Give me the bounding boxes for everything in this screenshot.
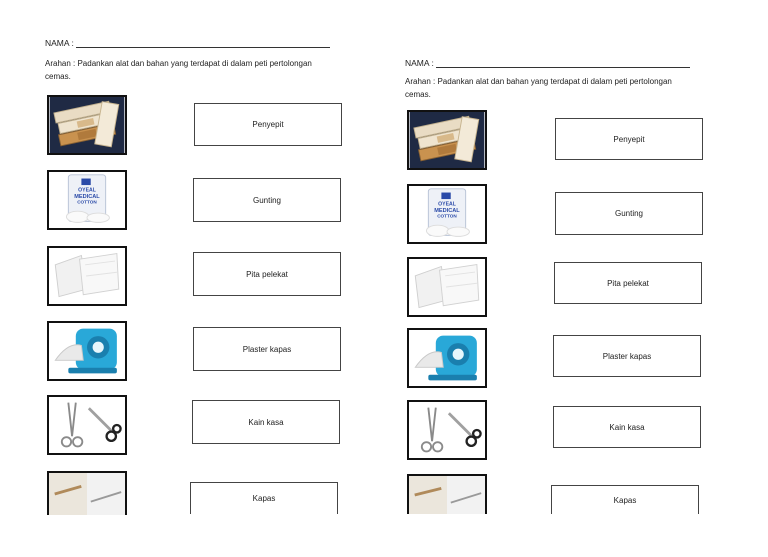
instruction-text: Arahan : Padankan alat dan bahan yang terdapat di dalam peti pertolongan cemas.: [45, 59, 312, 81]
answer-label: Kapas: [613, 495, 637, 505]
plaster-strips-picture: [407, 110, 487, 170]
answer-box-5[interactable]: [553, 406, 701, 448]
answer-box-2[interactable]: [193, 178, 341, 222]
answer-label: Plaster kapas: [242, 344, 292, 354]
answer-label: Kain kasa: [609, 422, 645, 432]
medical-cotton-picture: [407, 184, 487, 244]
answer-box-6[interactable]: [551, 485, 699, 514]
answer-box-5[interactable]: [192, 400, 340, 444]
cotton-pack-brand: OYEAL: [78, 187, 96, 194]
answer-label: Kain kasa: [248, 417, 284, 427]
answer-label: Kapas: [252, 494, 276, 503]
answer-label: Pita pelekat: [607, 278, 649, 288]
answer-label: Penyepit: [252, 120, 284, 129]
answer-label: Pita pelekat: [246, 269, 288, 279]
tape-dispenser-picture: [407, 328, 487, 388]
gauze-pads-picture: [47, 246, 127, 306]
tape-dispenser-picture: [47, 321, 127, 381]
tweezers-picture: [407, 474, 487, 514]
answer-box-3[interactable]: [193, 252, 341, 296]
answer-label: Gunting: [252, 195, 282, 205]
gauze-pads-picture: [407, 257, 487, 317]
answer-box-6[interactable]: [190, 482, 338, 514]
name-label: NAMA :: [45, 38, 74, 48]
answer-box-1[interactable]: [555, 118, 703, 160]
cotton-pack-word-1: MEDICAL: [434, 208, 460, 215]
name-field[interactable]: [405, 58, 690, 68]
tweezers-picture: [47, 471, 127, 515]
name-underline: [436, 59, 690, 68]
cotton-pack-word-1: MEDICAL: [74, 194, 100, 201]
answer-box-4[interactable]: [553, 335, 701, 377]
answer-box-2[interactable]: [555, 192, 703, 235]
cotton-pack-word-2: COTTON: [437, 213, 457, 219]
answer-box-4[interactable]: [193, 327, 341, 371]
cotton-pack-word-2: COTTON: [77, 199, 97, 205]
name-label: NAMA :: [405, 58, 434, 68]
plaster-strips-picture: [47, 95, 127, 155]
scissors-picture: [407, 400, 487, 460]
answer-box-1[interactable]: [194, 103, 342, 146]
medical-cotton-picture: [47, 170, 127, 230]
worksheet-left: [45, 0, 375, 543]
worksheet-right: [405, 14, 735, 557]
scissors-picture: [47, 395, 127, 455]
cotton-pack-brand: OYEAL: [438, 201, 456, 208]
answer-box-3[interactable]: [554, 262, 702, 304]
answer-label: Gunting: [614, 209, 644, 218]
answer-label: Penyepit: [613, 134, 645, 144]
name-underline: [76, 39, 330, 48]
answer-label: Plaster kapas: [602, 351, 652, 361]
instruction-text: Arahan : Padankan alat dan bahan yang terdapat di dalam peti pertolongan cemas.: [405, 77, 672, 99]
name-field[interactable]: [45, 38, 330, 48]
